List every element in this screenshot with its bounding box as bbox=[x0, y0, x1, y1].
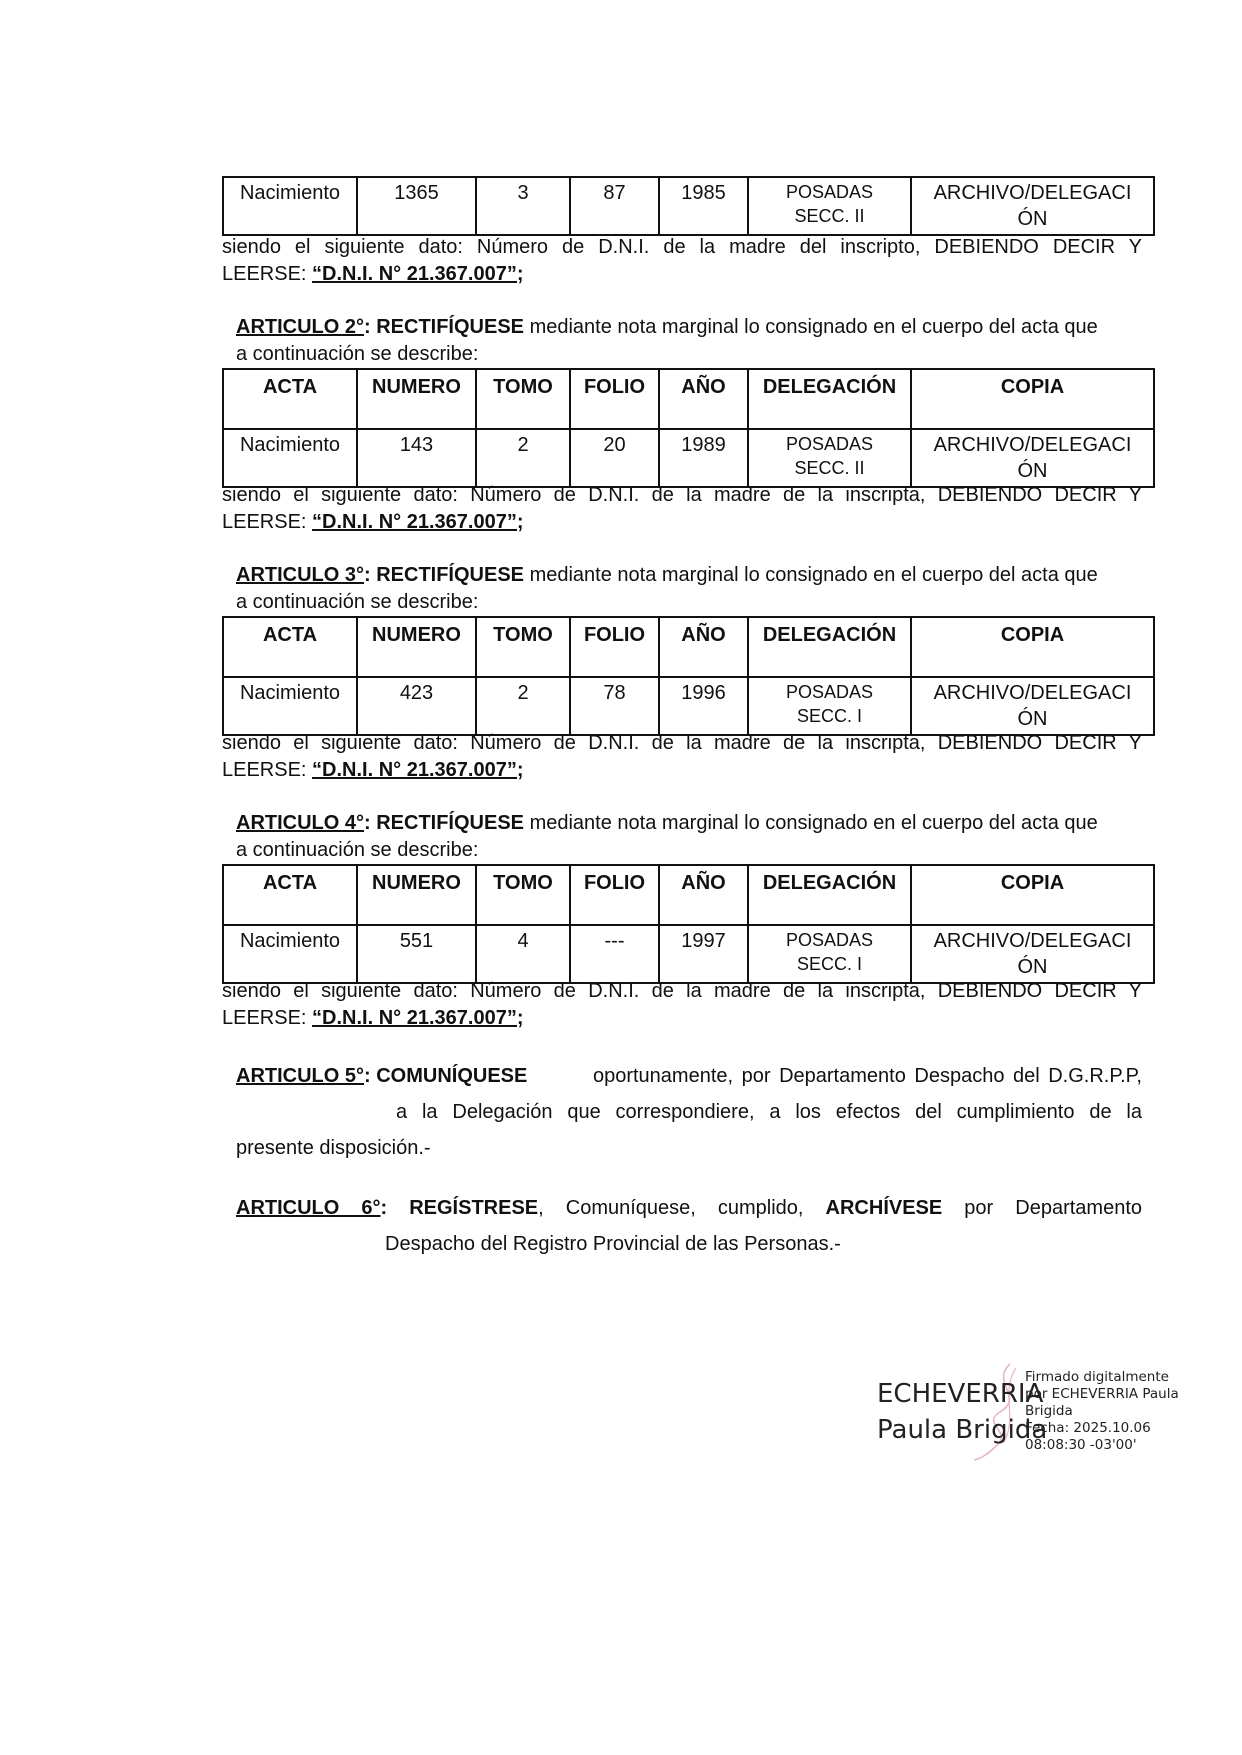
table-header-row bbox=[223, 617, 1154, 677]
signature-date: Fecha: 2025.10.06 bbox=[1025, 1420, 1151, 1436]
article-2-heading bbox=[236, 314, 1142, 368]
header-numero: NUMERO bbox=[357, 617, 476, 677]
header-folio: FOLIO bbox=[570, 865, 659, 925]
acta-table-continuation bbox=[222, 176, 1155, 236]
leerse-label: LEERSE: bbox=[222, 511, 313, 533]
copia-line2: ÓN bbox=[1017, 208, 1048, 230]
leerse-label: LEERSE: bbox=[222, 759, 313, 781]
header-acta: ACTA bbox=[223, 865, 357, 925]
article-5-lead bbox=[236, 1058, 527, 1094]
cell-anio: 1985 bbox=[659, 177, 748, 235]
cell-copia bbox=[911, 177, 1154, 235]
cell-anio: 1997 bbox=[659, 925, 748, 983]
article-3-heading bbox=[236, 562, 1142, 616]
article-2-line1 bbox=[236, 314, 1142, 341]
header-copia: COPIA bbox=[911, 369, 1154, 429]
header-tomo: TOMO bbox=[476, 865, 570, 925]
article-colon: : bbox=[380, 1197, 410, 1219]
leerse-label: LEERSE: bbox=[222, 263, 313, 285]
article-5-text1: oportunamente, por Departamento Despacho del D.G.R.P.P, bbox=[592, 1065, 1142, 1087]
dato-paragraph bbox=[222, 234, 1142, 288]
signature-name bbox=[877, 1376, 1047, 1448]
cell-delegacion bbox=[748, 177, 911, 235]
dato-line2 bbox=[222, 1005, 1142, 1032]
delegacion-line1: POSADAS bbox=[785, 682, 874, 702]
article-6-label: ARTICULO 6° bbox=[236, 1197, 381, 1219]
header-anio: AÑO bbox=[659, 369, 748, 429]
header-copia: COPIA bbox=[911, 617, 1154, 677]
cell-copia bbox=[911, 925, 1154, 983]
article-2-label: ARTICULO 2° bbox=[236, 316, 364, 338]
dato-line1: siendo el siguiente dato: Número de D.N.I. de la madre de la inscripta, DEBIENDO DECIR Y bbox=[222, 732, 1142, 754]
delegacion-line2: SECC. II bbox=[794, 458, 865, 478]
dato-paragraph bbox=[222, 978, 1142, 1032]
article-5-text2: a la Delegación que correspondiere, a los efectos del cumplimiento de la bbox=[396, 1101, 1142, 1123]
article-colon: : bbox=[364, 564, 377, 586]
article-4-heading bbox=[236, 810, 1142, 864]
cell-anio: 1989 bbox=[659, 429, 748, 487]
header-folio: FOLIO bbox=[570, 369, 659, 429]
copia-line2: ÓN bbox=[1017, 460, 1048, 482]
copia-line1: ARCHIVO/DELEGACI bbox=[933, 434, 1132, 456]
article-5-verb: COMUNÍQUESE bbox=[376, 1065, 528, 1087]
signature-given-name: Paula Brigida bbox=[877, 1415, 1048, 1445]
cell-folio: --- bbox=[570, 925, 659, 983]
table-row bbox=[223, 677, 1154, 735]
signature-details bbox=[1025, 1369, 1179, 1454]
copia-line1: ARCHIVO/DELEGACI bbox=[933, 682, 1132, 704]
cell-numero: 423 bbox=[357, 677, 476, 735]
cell-acta: Nacimiento bbox=[223, 925, 357, 983]
signature-detail-line: por ECHEVERRIA Paula bbox=[1025, 1386, 1179, 1402]
article-3-line2: a continuación se describe: bbox=[236, 591, 479, 613]
cell-copia bbox=[911, 429, 1154, 487]
header-copia: COPIA bbox=[911, 865, 1154, 925]
article-2-verb: RECTIFÍQUESE bbox=[376, 316, 525, 338]
article-4-label: ARTICULO 4° bbox=[236, 812, 364, 834]
dni-value: “D.N.I. N° 21.367.007”; bbox=[312, 1007, 524, 1029]
signature-detail-line: Firmado digitalmente bbox=[1025, 1369, 1169, 1385]
header-numero: NUMERO bbox=[357, 369, 476, 429]
cell-folio: 20 bbox=[570, 429, 659, 487]
cell-delegacion bbox=[748, 677, 911, 735]
cell-folio: 78 bbox=[570, 677, 659, 735]
dato-line1: siendo el siguiente dato: Número de D.N.I. de la madre del inscripto, DEBIENDO DECIR Y bbox=[222, 236, 1142, 258]
table-header-row bbox=[223, 865, 1154, 925]
article-colon: : bbox=[364, 316, 377, 338]
acta-table-4 bbox=[222, 864, 1155, 984]
delegacion-line2: SECC. I bbox=[796, 706, 862, 726]
table-header-row bbox=[223, 369, 1154, 429]
signature-surname: ECHEVERRIA bbox=[877, 1379, 1044, 1409]
cell-tomo: 2 bbox=[476, 677, 570, 735]
article-2-line2: a continuación se describe: bbox=[236, 343, 479, 365]
dato-line1: siendo el siguiente dato: Número de D.N.I. de la madre de la inscripta, DEBIENDO DECIR Y bbox=[222, 980, 1142, 1002]
article-5 bbox=[236, 1058, 1142, 1166]
header-delegacion: DELEGACIÓN bbox=[748, 369, 911, 429]
header-anio: AÑO bbox=[659, 617, 748, 677]
dni-value: “D.N.I. N° 21.367.007”; bbox=[312, 759, 524, 781]
article-2-text: mediante nota marginal lo consignado en el cuerpo del acta que bbox=[524, 316, 1098, 338]
cell-copia bbox=[911, 677, 1154, 735]
cell-tomo: 2 bbox=[476, 429, 570, 487]
header-tomo: TOMO bbox=[476, 369, 570, 429]
article-4-verb: RECTIFÍQUESE bbox=[376, 812, 525, 834]
article-6-tail: por Departamento bbox=[942, 1197, 1143, 1219]
delegacion-line1: POSADAS bbox=[785, 930, 874, 950]
article-3-text: mediante nota marginal lo consignado en el cuerpo del acta que bbox=[524, 564, 1098, 586]
dato-line2 bbox=[222, 261, 1142, 288]
cell-folio: 87 bbox=[570, 177, 659, 235]
delegacion-line1: POSADAS bbox=[785, 182, 874, 202]
dato-paragraph bbox=[222, 482, 1142, 536]
article-5-text3: presente disposición.- bbox=[236, 1137, 431, 1159]
cell-acta: Nacimiento bbox=[223, 677, 357, 735]
article-colon: : bbox=[364, 1065, 377, 1087]
cell-acta: Nacimiento bbox=[223, 177, 357, 235]
cell-anio: 1996 bbox=[659, 677, 748, 735]
signature-time: 08:08:30 -03'00' bbox=[1025, 1437, 1137, 1453]
header-folio: FOLIO bbox=[570, 617, 659, 677]
copia-line2: ÓN bbox=[1017, 708, 1048, 730]
cell-acta: Nacimiento bbox=[223, 429, 357, 487]
article-6 bbox=[236, 1190, 1142, 1262]
cell-delegacion bbox=[748, 925, 911, 983]
header-numero: NUMERO bbox=[357, 865, 476, 925]
header-tomo: TOMO bbox=[476, 617, 570, 677]
acta-table-2 bbox=[222, 368, 1155, 488]
cell-numero: 143 bbox=[357, 429, 476, 487]
cell-numero: 551 bbox=[357, 925, 476, 983]
article-6-verb1: REGÍSTRESE bbox=[409, 1197, 539, 1219]
header-anio: AÑO bbox=[659, 865, 748, 925]
article-3-line1 bbox=[236, 562, 1142, 589]
cell-delegacion bbox=[748, 429, 911, 487]
dato-line2 bbox=[222, 509, 1142, 536]
dni-value: “D.N.I. N° 21.367.007”; bbox=[312, 263, 524, 285]
article-4-line2: a continuación se describe: bbox=[236, 839, 479, 861]
copia-line1: ARCHIVO/DELEGACI bbox=[933, 930, 1132, 952]
copia-line1: ARCHIVO/DELEGACI bbox=[933, 182, 1132, 204]
acta-table-3 bbox=[222, 616, 1155, 736]
table-row bbox=[223, 925, 1154, 983]
delegacion-line2: SECC. II bbox=[794, 206, 865, 226]
cell-tomo: 3 bbox=[476, 177, 570, 235]
header-delegacion: DELEGACIÓN bbox=[748, 865, 911, 925]
dato-line2 bbox=[222, 757, 1142, 784]
cell-numero: 1365 bbox=[357, 177, 476, 235]
table-row bbox=[223, 429, 1154, 487]
article-4-text: mediante nota marginal lo consignado en el cuerpo del acta que bbox=[524, 812, 1098, 834]
article-6-mid: , Comuníquese, cumplido, bbox=[538, 1197, 826, 1219]
article-5-label: ARTICULO 5° bbox=[236, 1065, 364, 1087]
article-5-line1 bbox=[236, 1058, 1142, 1094]
article-6-line1 bbox=[236, 1190, 1142, 1226]
table-row bbox=[223, 177, 1154, 235]
article-colon: : bbox=[364, 812, 377, 834]
dato-paragraph bbox=[222, 730, 1142, 784]
header-delegacion: DELEGACIÓN bbox=[748, 617, 911, 677]
dato-line1: siendo el siguiente dato: Número de D.N.I. de la madre de la inscripta, DEBIENDO DECIR Y bbox=[222, 484, 1142, 506]
delegacion-line2: SECC. I bbox=[796, 954, 862, 974]
delegacion-line1: POSADAS bbox=[785, 434, 874, 454]
signature-detail-line: Brigida bbox=[1025, 1403, 1073, 1419]
article-3-label: ARTICULO 3° bbox=[236, 564, 364, 586]
leerse-label: LEERSE: bbox=[222, 1007, 313, 1029]
article-6-text2: Despacho del Registro Provincial de las Personas.- bbox=[385, 1233, 841, 1255]
cell-tomo: 4 bbox=[476, 925, 570, 983]
article-6-verb2: ARCHÍVESE bbox=[825, 1197, 943, 1219]
copia-line2: ÓN bbox=[1017, 956, 1048, 978]
header-acta: ACTA bbox=[223, 369, 357, 429]
article-3-verb: RECTIFÍQUESE bbox=[376, 564, 525, 586]
dni-value: “D.N.I. N° 21.367.007”; bbox=[312, 511, 524, 533]
article-4-line1 bbox=[236, 810, 1142, 837]
header-acta: ACTA bbox=[223, 617, 357, 677]
